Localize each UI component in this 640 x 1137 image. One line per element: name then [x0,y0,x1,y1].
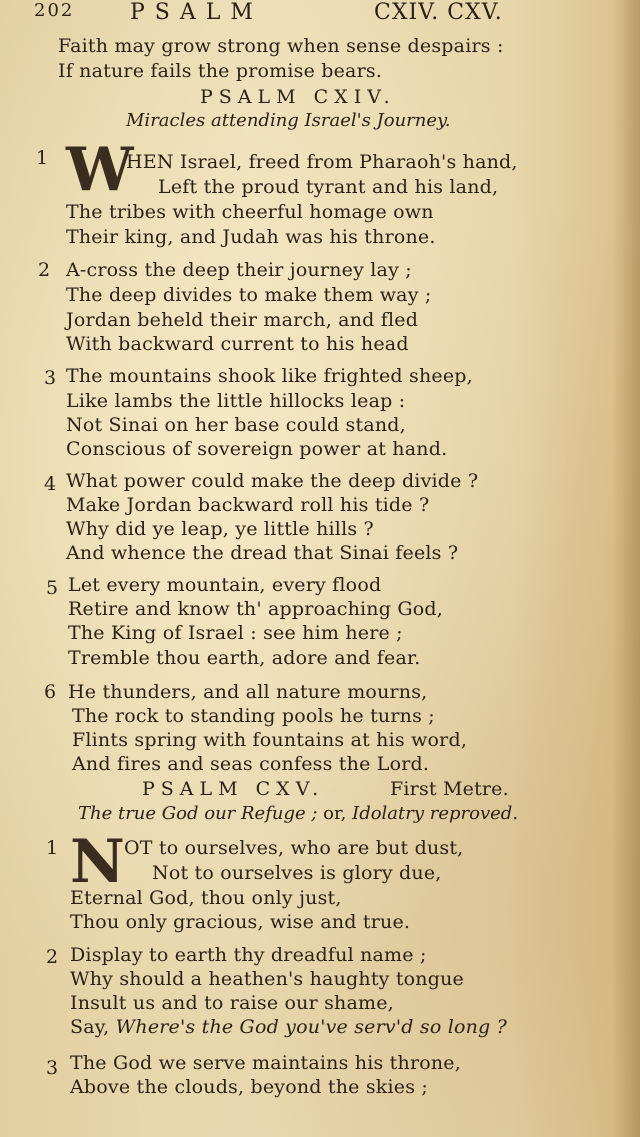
verse-number: 3 [46,1057,59,1079]
verse-line: Conscious of sovereign power at hand. [66,438,448,460]
verse-line: The mountains shook like frighted sheep, [66,365,473,387]
running-head: PSALM [130,0,263,25]
verse-number: 6 [44,681,57,703]
verse-line: The King of Israel : see him here ; [68,622,403,644]
subtitle-part-b: Idolatry reproved. [352,803,519,824]
verse-line: Retire and know th' approaching God, [68,598,443,620]
verse-line [70,1015,507,1039]
subtitle-part-a: The true God our Refuge ; [78,803,318,824]
verse-line: What power could make the deep divide ? [66,470,479,492]
verse-line: Eternal God, thou only just, [70,887,342,909]
verse-line: And whence the dread that Sinai feels ? [66,542,459,564]
verse-line: And fires and seas confess the Lord. [72,753,430,775]
verse-line: Not Sinai on her base could stand, [66,414,406,436]
psalm-title: PSALM CXV. [142,778,325,800]
verse-line: OT to ourselves, who are but dust, [124,837,464,859]
verse-number: 1 [36,147,49,169]
verse-number: 5 [46,577,59,599]
verse-number: 3 [44,367,57,389]
verse-line: Tremble thou earth, adore and fear. [68,647,421,669]
verse-line: Why should a heathen's haughty tongue [70,968,464,990]
psalm-metre: First Metre. [390,778,509,800]
verse-line: Jordan beheld their march, and fled [66,309,419,331]
verse-line: Not to ourselves is glory due, [152,862,442,884]
verse-line: Like lambs the little hillocks leap : [66,390,406,412]
psalm-title: PSALM CXIV. [200,86,396,108]
intro-line: Faith may grow strong when sense despairs : [58,35,504,57]
verse-line: Why did ye leap, ye little hills ? [66,518,374,540]
page-number: 202 [34,0,75,21]
verse-number: 2 [38,259,51,281]
running-header [34,0,514,28]
verse-line: He thunders, and all nature mourns, [68,681,428,703]
verse-line: Let every mountain, every flood [68,574,382,596]
verse-line: Flints spring with fountains at his word, [72,729,468,751]
verse-line: Display to earth thy dreadful name ; [70,944,427,966]
psalm-subtitle: Miracles attending Israel's Journey. [126,110,451,131]
verse-line: A-cross the deep their journey lay ; [66,259,412,281]
verse-line: Above the clouds, beyond the skies ; [70,1076,429,1098]
drop-cap: W [66,135,134,205]
psalm-subtitle [78,802,518,826]
verse-line: The God we serve maintains his throne, [70,1052,461,1074]
verse-line: Thou only gracious, wise and true. [70,911,411,933]
verse-line-plain: Say, [70,1016,110,1038]
verse-line: The rock to standing pools he turns ; [72,705,435,727]
psalm-numbers: CXIV. CXV. [374,0,503,25]
verse-line: The deep divides to make them way ; [66,284,432,306]
verse-line: Make Jordan backward roll his tide ? [66,494,430,516]
verse-number: 4 [44,473,57,495]
verse-line: Left the proud tyrant and his land, [158,176,499,198]
subtitle-or: or, [323,803,347,824]
intro-line: If nature fails the promise bears. [58,60,383,82]
verse-line: With backward current to his head [66,333,409,355]
verse-line: Insult us and to raise our shame, [70,992,394,1014]
verse-number: 1 [46,837,59,859]
verse-number: 2 [46,946,59,968]
drop-cap: N [70,827,125,897]
verse-line: The tribes with cheerful homage own [66,201,434,223]
verse-line-italic: Where's the God you've serv'd so long ? [115,1016,508,1038]
verse-line: HEN Israel, freed from Pharaoh's hand, [126,151,518,173]
verse-line: Their king, and Judah was his throne. [66,226,436,248]
